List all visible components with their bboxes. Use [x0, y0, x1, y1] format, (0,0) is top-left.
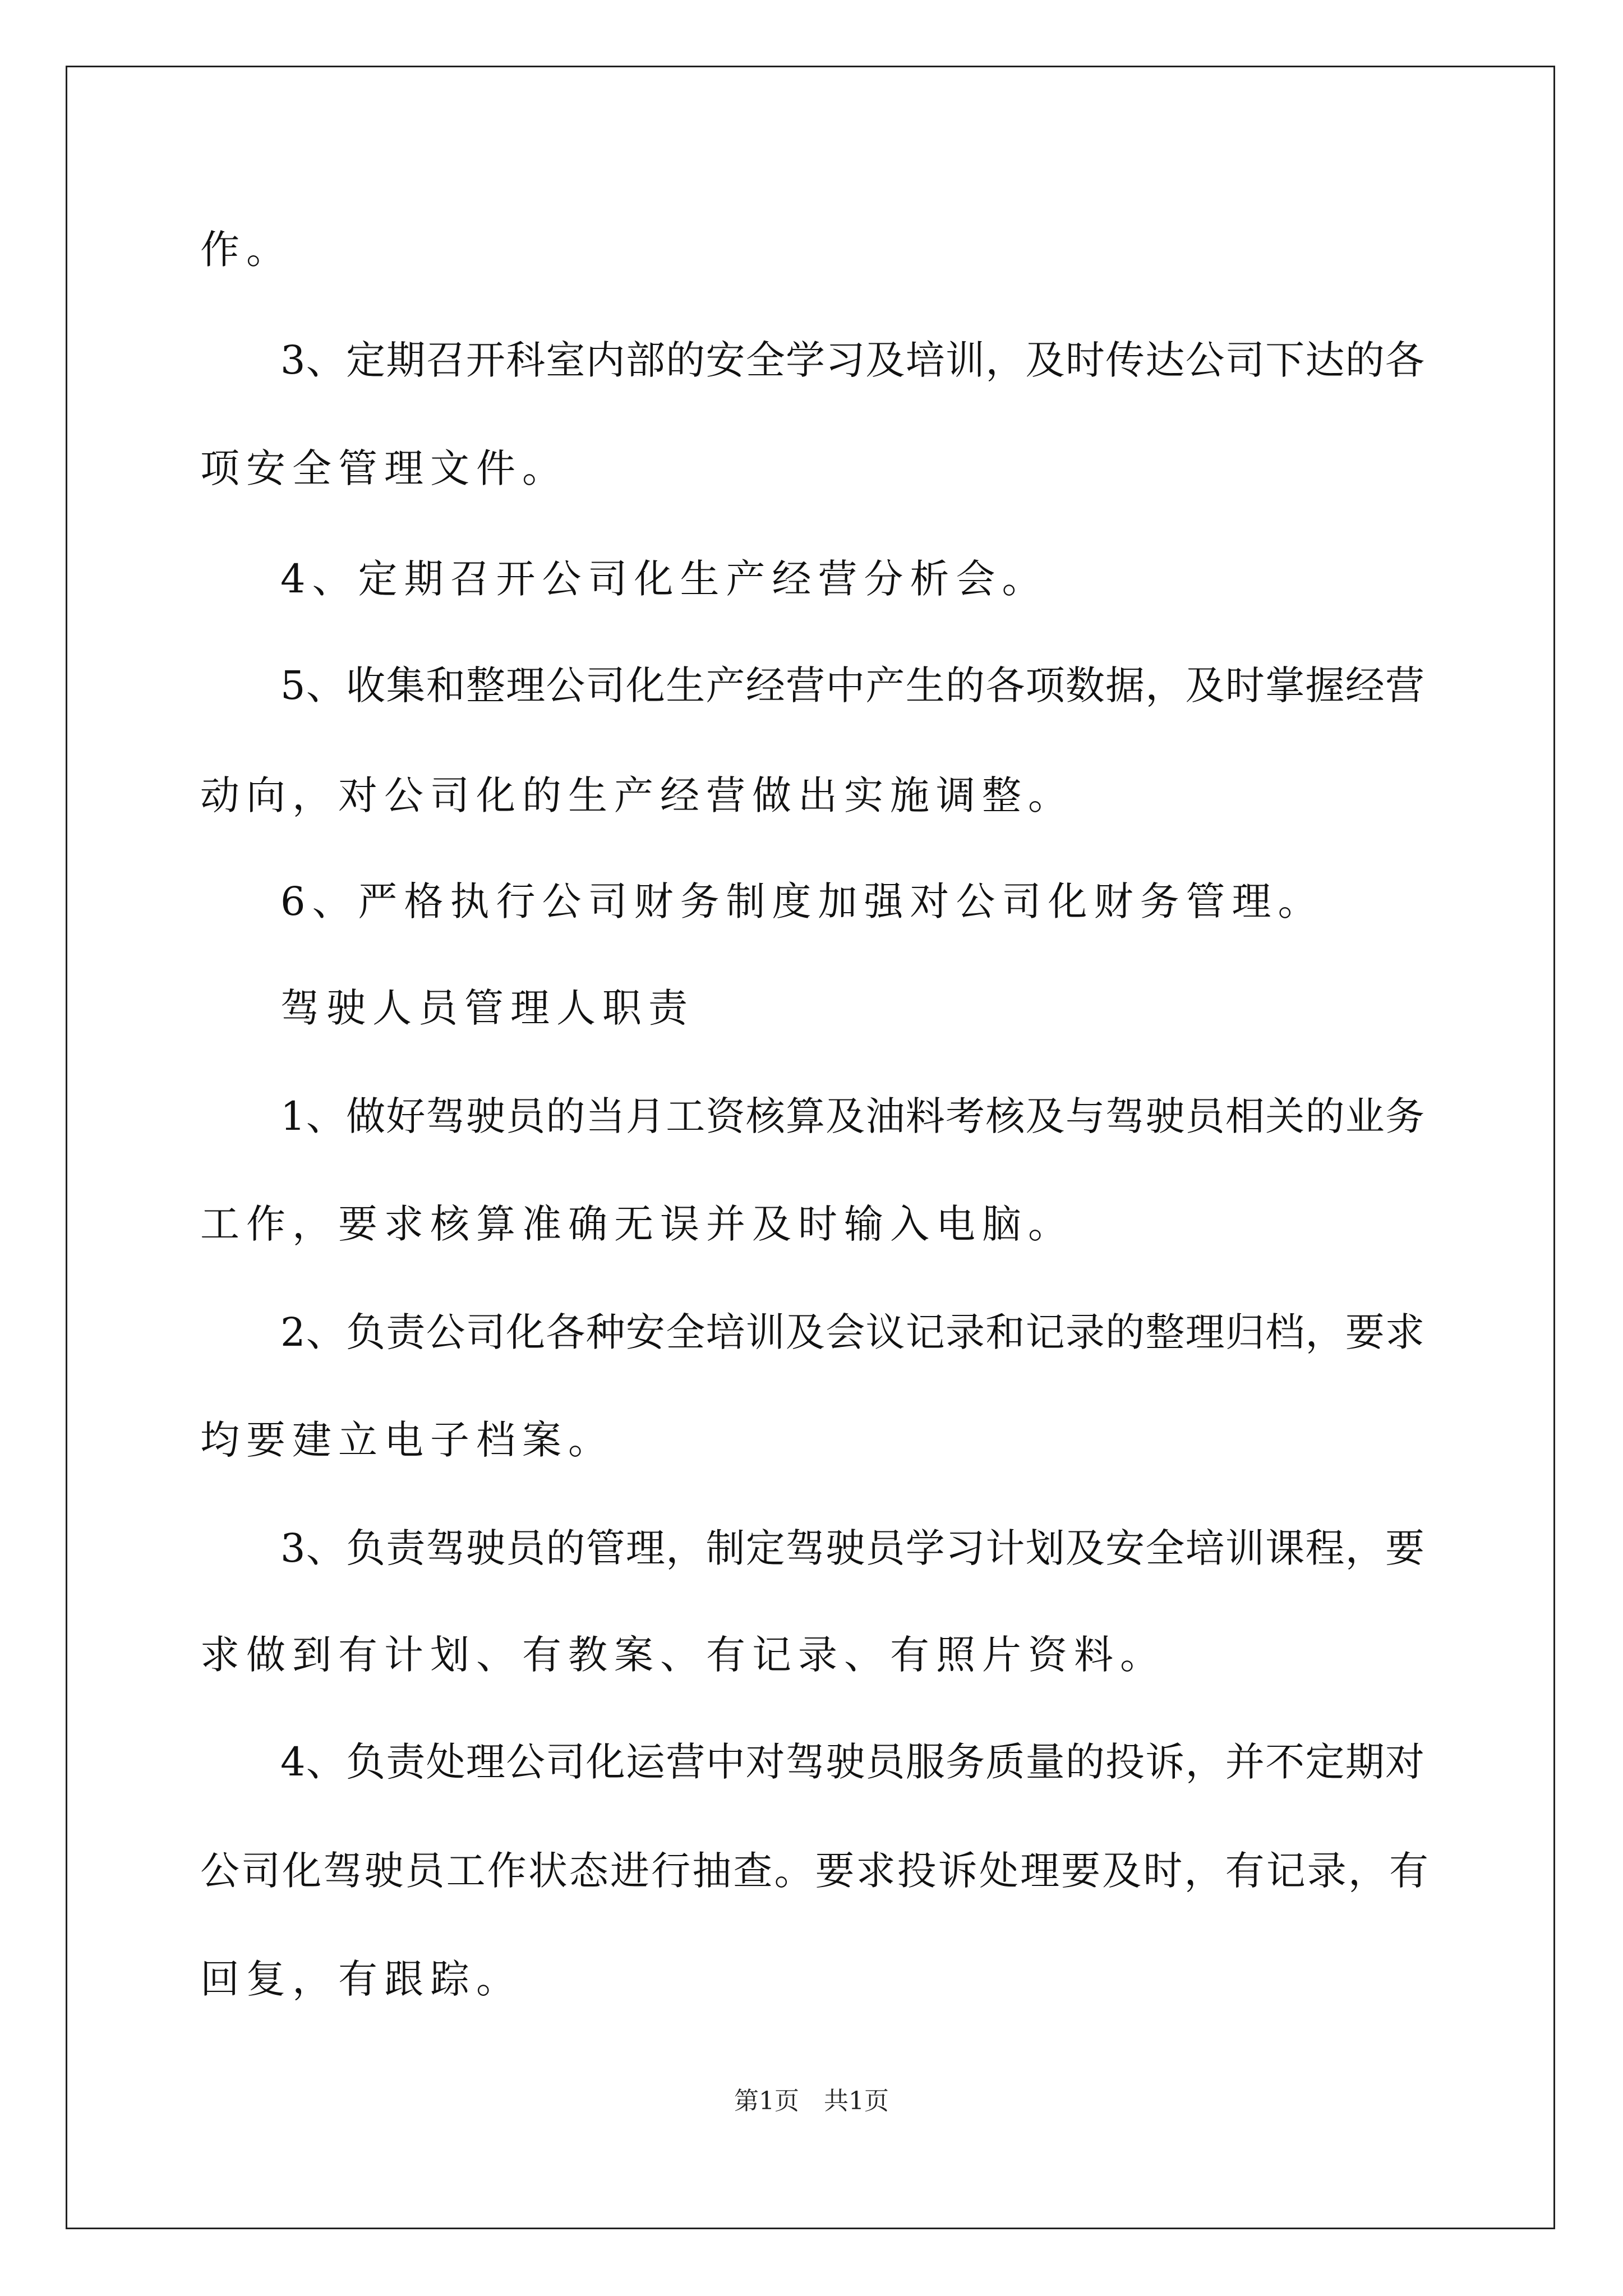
text-line: 3、定期召开科室内部的安全学习及培训，及时传达公司下达的各 — [280, 337, 1424, 383]
text-line: 1、做好驾驶员的当月工资核算及油料考核及与驾驶员相关的业务 — [280, 1093, 1424, 1139]
text-line: 求做到有计划、有教案、有记录、有照片资料。 — [200, 1632, 1166, 1678]
text-line: 回复，有跟踪。 — [200, 1956, 522, 2002]
text-line: 公司化驾驶员工作状态进行抽查。要求投诉处理要及时，有记录，有 — [200, 1848, 1428, 1894]
page-footer: 第1页 共1页 — [734, 2087, 889, 2115]
text-line: 4、定期召开公司化生产经营分析会。 — [280, 556, 1048, 602]
page-border — [66, 66, 1555, 2229]
text-line: 3、负责驾驶员的管理，制定驾驶员学习计划及安全培训课程，要 — [280, 1525, 1424, 1571]
text-line: 5、收集和整理公司化生产经营中产生的各项数据，及时掌握经营 — [280, 662, 1424, 708]
text-line: 4、负责处理公司化运营中对驾驶员服务质量的投诉，并不定期对 — [280, 1739, 1424, 1785]
text-line: 动向，对公司化的生产经营做出实施调整。 — [200, 772, 1074, 818]
text-line: 项安全管理文件。 — [200, 445, 568, 491]
text-line: 作。 — [200, 227, 292, 273]
text-line: 6、严格执行公司财务制度加强对公司化财务管理。 — [280, 878, 1324, 924]
text-line: 工作，要求核算准确无误并及时输入电脑。 — [200, 1201, 1074, 1247]
text-line: 2、负责公司化各种安全培训及会议记录和记录的整理归档，要求 — [280, 1309, 1424, 1355]
text-line: 均要建立电子档案。 — [200, 1417, 614, 1463]
section-heading: 驾驶人员管理人职责 — [280, 985, 694, 1031]
